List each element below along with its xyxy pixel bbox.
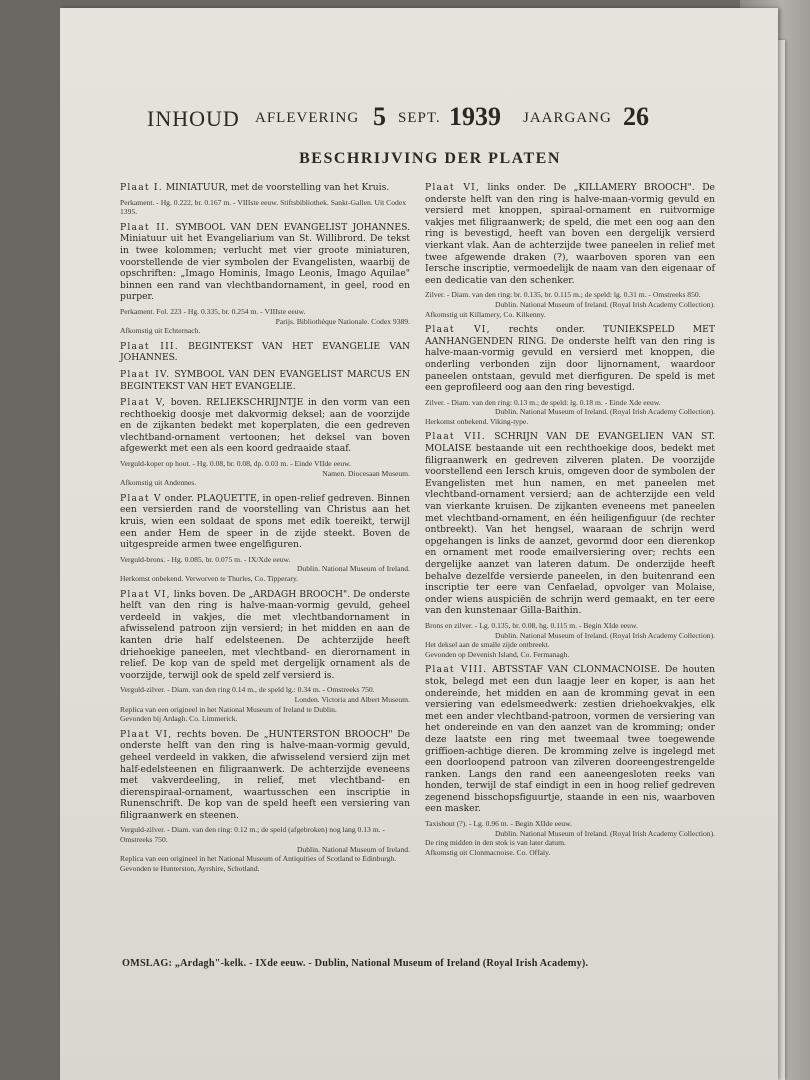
plate-location: Dublin. National Museum of Ireland. <box>296 844 410 854</box>
plate-location: Londen. Victoria and Albert Museum. <box>294 694 410 704</box>
plate-description <box>425 324 715 394</box>
plate-text: boven. RELIEKSCHRIJNTJE in den vorm van een rechthoekig doosje met dakvormig deksel; aan de voorzijde en de zijkanten bedekt met koperplaten, die een gedreven vlechtband-ornament vertoonen; het deksel van boven afgewerkt met een als een koord gedraaide staaf. <box>120 397 410 455</box>
section-title: BESCHRIJVING DER PLATEN <box>299 150 561 167</box>
plate-meta-line: Zilver. - Diam. van den ring: br. 0.135, br. 0.115 m.; de speld: lg. 0.31 m. - Omstreeks 850. <box>425 290 701 300</box>
header-aflevering-number: 5 <box>373 102 386 131</box>
plate-description <box>120 729 410 822</box>
plate-meta-line: Afkomstig uit Killamery, Co. Kilkenny. <box>425 309 546 319</box>
right-column <box>425 182 715 862</box>
plate-meta-line: Het deksel aan de smalle zijde ontbreekt. <box>425 640 550 650</box>
plate-metadata <box>425 398 715 427</box>
plate-number: Plaat VII. <box>425 431 486 443</box>
plate-number: Plaat VIII. <box>425 664 488 676</box>
plate-entry <box>425 324 715 426</box>
plate-meta-line: Replica van een origineel in het National Museum of Antiquities of Scotland te Edinburgh. <box>120 854 397 864</box>
plate-number: Plaat II. <box>120 221 170 233</box>
plate-meta-line: Herkomst onbekend. Verworven te Thurles, Co. Tipperary. <box>120 574 299 583</box>
plate-number: Plaat VI, <box>425 324 491 336</box>
plate-meta-line: Afkomstig uit Andennes. <box>120 478 197 488</box>
plate-entry <box>425 431 715 659</box>
plate-meta-line: Taxishout (?). - Lg. 0.96 m. - Begin XIIde eeuw. <box>425 819 573 829</box>
plate-meta-line: Perkament. - Hg. 0.222, br. 0.167 m. - VIIIste eeuw. Stiftsbibliothek. Sankt-Gallen. Uit Codex 1395. <box>120 197 406 217</box>
header-inhoud: INHOUD <box>147 106 240 131</box>
plate-meta-line: Zilver. - Diam. van den ring: 0.13 m.; de speld: lg. 0.18 m. - Einde Xde eeuw. <box>425 397 661 407</box>
plate-number: Plaat V <box>120 492 162 504</box>
header-jaargang: JAARGANG <box>523 110 612 126</box>
plate-meta-line: Brons en zilver. - Lg. 0.135, br. 0.08, hg. 0.115 m. - Begin XIde eeuw. <box>425 620 638 630</box>
plate-meta-line: Verguld-zilver. - Diam. van den ring: 0.12 m.; de speld (afgebroken) nog lang 0.13 m. - Omstreeks 750. <box>120 825 385 845</box>
plate-metadata <box>425 621 715 659</box>
plate-meta-line: Replica van een origineel in het National Museum of Ireland te Dublin. <box>120 704 337 714</box>
plate-location: Dublin. National Museum of Ireland. <box>296 564 410 574</box>
plate-description <box>120 397 410 455</box>
plate-description <box>425 664 715 815</box>
plate-entry <box>120 182 410 217</box>
plate-location: Namen. Diocesaan Museum. <box>322 468 410 478</box>
plate-meta-line: Verguld-koper op hout. - Hg. 0.08, br. 0.08, dp. 0.03 m. - Einde VIIde eeuw. <box>120 459 352 469</box>
plate-description <box>120 493 410 551</box>
plate-meta-line: Gevonden te Hunterston, Ayrshire, Schotland. <box>120 863 260 873</box>
plate-number: Plaat VI, <box>425 182 481 193</box>
plate-text: SYMBOOL VAN DEN EVANGELIST MARCUS EN BEGINTEKST VAN HET EVANGELIE. <box>120 368 410 392</box>
plate-entry <box>120 341 410 364</box>
plate-text: rechts boven. De „HUNTERSTON BROOCH" De onderste helft van den ring is halve-maan-vormig gevuld, geheel verdeeld in vakken, die afwisselend versierd zijn met half-edelsteenen en filigraanwerk. De achterzijde eveneens met vakverdeeling, in relief, met vlechtband- en dierenspiraal-ornament, waartusschen een inscriptie in Runenschrift. De kop van de speld heeft een versiering van filigraanwerk en steenen. <box>120 728 410 821</box>
plate-text: rechts onder. TUNIEKSPELD MET AANHANGENDEN RING. De onderste helft van den ring is halve-maan-vormig gevuld en versierd met knoppen, die onderling verbonden zijn door lijnornament, waardoor paneelen ontstaan, gevuld met dierfiguren. De speld is met een geprofileerd oog aan den ring bevestigd. <box>425 324 715 394</box>
plate-meta-line: De ring midden in den stok is van later datum. <box>425 838 566 848</box>
plate-metadata <box>425 819 715 857</box>
plate-number: Plaat III. <box>120 340 179 352</box>
left-column <box>120 182 410 878</box>
plate-location: Parijs. Bibliothèque Nationale. Codex 9389. <box>275 316 410 326</box>
plate-entry <box>120 222 410 336</box>
plate-description <box>120 369 410 392</box>
page-header <box>147 100 727 144</box>
plate-metadata <box>120 685 410 723</box>
plate-metadata <box>120 459 410 488</box>
plate-location: Dublin. National Museum of Ireland. (Royal Irish Academy Collection). <box>495 630 715 640</box>
plate-meta-line: Gevonden bij Ardagh. Co. Limmerick. <box>120 714 238 724</box>
plate-metadata <box>425 290 715 319</box>
plate-entry <box>425 664 715 857</box>
header-aflevering: AFLEVERING <box>255 110 360 126</box>
plate-location: Dublin. National Museum of Ireland. (Royal Irish Academy Collection). <box>495 299 715 309</box>
plate-text: onder. PLAQUETTE, in open-relief gedreven. Binnen een versierden rand de voorstelling van Christus aan het kruis, wien een soldaat de spons met edik toereikt, terwijl een ander Hem de speer in de zijde steekt. Boven de uitgespreide armen twee engelfiguren. <box>120 492 410 551</box>
plate-text: SCHRIJN VAN DE EVANGELIEN VAN ST. MOLAISE bestaande uit een rechthoekige doos, bedekt met filigraanwerk en gedreven zilveren platen. De voorzijde voorstellend een Iersch kruis, omgeven door de symbolen der Evangelisten met hun namen, en met paneelen met vlechtband-ornament versierd; aan de achterzijde een veld van vierkante kruisen. De zijkanten eveneens met paneelen met vlechtband-ornament, en één heiligenfiguur (de rechter ontbreekt). Van het hengsel, waaraan de schrijn werd opgehangen is links de aanzet, gevormd door een dierenkop en ornament met roode emailversiering over; rechts een dergelijke aanzet van lateren datum. De onderzijde heeft behalve dezelfde versierde paneelen, in den buitenrand een inscriptie ter eere van Cenfaelad, opvolger van Molaise, onder wiens auspiciën de schrijn werd gemaakt, en ter eere van den kunstenaar Gilla-Baithin. <box>425 431 715 617</box>
plate-description <box>425 431 715 617</box>
plate-number: Plaat VI, <box>120 588 171 600</box>
plate-metadata <box>120 825 410 873</box>
plate-meta-line: Perkament. Fol. 223 - Hg. 0.335, br. 0.254 m. - VIIIste eeuw. <box>120 306 306 316</box>
header-month: SEPT. <box>398 110 441 126</box>
plate-number: Plaat V, <box>120 397 166 409</box>
plate-description <box>120 341 410 364</box>
plate-text: BEGINTEKST VAN HET EVANGELIE VAN JOHANNES. <box>120 340 411 364</box>
plate-text: ABTSSTAF VAN CLONMACNOISE. De houten stok, belegd met een dun laagje leer en koper, is aan het ondereinde, het midden en aan de kromming gevat in een versiering van edelsmeedwerk: zestien driehoekvakjes, elk met een ander vlechtband-patroon, vormen de versiering van het ondereinde en van den aanzet van de kromming; onder deze laatste een ring met tweemaal twee toegewende griffioen-achtige dieren. De kromming zelve is ingelegd met een doorloopend patroon van zilveren dooreengestrengelde ranken. Langs den rand een aaneengesloten reeks van honden, terwijl de staf eindigt in een in hoog relief gedreven zegenend bisschopsfiguurtje, staande in een nis, waarboven een masker. <box>425 664 715 815</box>
plate-meta-line: Afkomstig uit Clonmacnoise. Co. Offaly. <box>425 847 551 857</box>
plate-entry <box>120 729 410 874</box>
header-year: 1939 <box>449 102 501 131</box>
plate-location: Dublin. National Museum of Ireland. (Royal Irish Academy Collection). <box>495 828 715 838</box>
plate-description <box>120 222 410 303</box>
cover-caption: OMSLAG: „Ardagh"-kelk. - IXde eeuw. - Dublin, National Museum of Ireland (Royal Irish Academy). <box>122 958 589 969</box>
plate-entry <box>120 397 410 488</box>
plate-number: Plaat I. <box>120 182 163 193</box>
plate-location: Dublin. National Museum of Ireland. (Royal Irish Academy Collection). <box>495 407 715 417</box>
plate-description <box>120 589 410 682</box>
plate-description <box>425 182 715 286</box>
plate-text: links boven. De „ARDAGH BROOCH". De onderste helft van den ring is halve-maan-vormig gevuld, geheel verdeeld in vakjes, die met vlechtbandornament in afwisselend patroon zijn versierd; in het midden en aan de kanten drie half edelsteenen. De achterzijde heeft driehoekige paneelen, met vlechtband- en dierornament in relief. De kop van de speld met dergelijk ornament als de voorzijde, terwijl ook de speld zelf versierd is. <box>120 588 410 681</box>
plate-entry <box>120 369 410 392</box>
plate-text: MINIATUUR, met de voorstelling van het Kruis. <box>165 182 390 193</box>
plate-entry <box>120 589 410 724</box>
plate-meta-line: Afkomstig uit Echternach. <box>120 326 201 336</box>
plate-metadata <box>120 198 410 217</box>
plate-number: Plaat IV. <box>120 368 171 380</box>
plate-meta-line: Gevonden op Devenish Island, Co. Fermanagh. <box>425 649 570 659</box>
plate-text: SYMBOOL VAN DEN EVANGELIST JOHANNES. Miniatuur uit het Evangeliarium van St. Willibrord. De tekst in twee kolommen; verlucht met vier groote miniaturen, voorstellende de vier symbolen der Evangelisten, waarbij de opschriften: „Imago Hominis, Imago Leonis, Imago Aquilae" binnen een rand van vlechtbandornament, in geel, rood en purper. <box>120 221 410 303</box>
plate-text: links onder. De „KILLAMERY BROOCH". De onderste helft van den ring is halve-maan-vormig gevuld en versierd met knoppen, spiraal-ornament en ruitvormige vakjes met filigraanwerk; de speld, die met een oog aan den ring is bevestigd, heeft van boven een dergelijk versierd vierkant vlak. Aan de achterzijde twee paneelen in relief met twee afgewende draken (?), waarboven sporen van een Iersche inscriptie, vermoedelijk de naam van den eigenaar of een dedicatie van den schenker. <box>425 182 715 286</box>
plate-metadata <box>120 555 410 584</box>
plate-entry <box>425 182 715 319</box>
plate-number: Plaat VI, <box>120 728 173 740</box>
plate-description <box>120 182 410 194</box>
plate-metadata <box>120 307 410 336</box>
plate-entry <box>120 493 410 584</box>
header-jaargang-number: 26 <box>623 102 649 131</box>
plate-meta-line: Verguld-zilver. - Diam. van den ring 0.14 m., de speld lg.: 0.34 m. - Omstreeks 750. <box>120 685 375 695</box>
plate-meta-line: Herkomst onbekend. Viking-type. <box>425 416 529 426</box>
plate-meta-line: Verguld-brons. - Hg. 0.085, br. 0.075 m. - IX/Xde eeuw. <box>120 554 291 564</box>
